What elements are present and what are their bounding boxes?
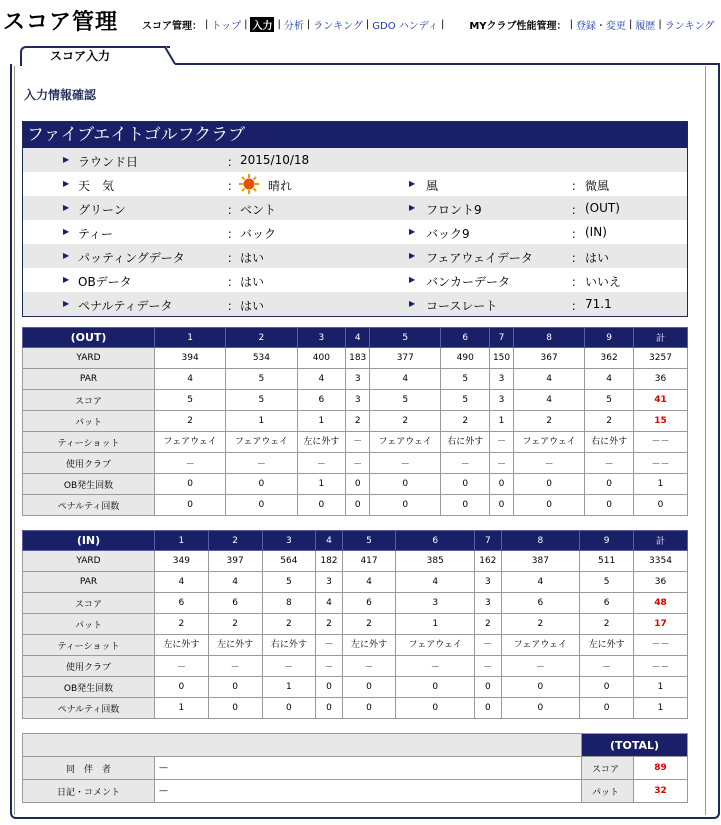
score-cell: 4 xyxy=(396,572,475,593)
total-score-label: スコア xyxy=(582,757,634,780)
score-cell: 3 xyxy=(475,572,501,593)
confirm-heading: 入力情報確認 xyxy=(24,88,97,102)
front9-value: (OUT) xyxy=(585,201,620,215)
score-cell: － xyxy=(490,432,514,453)
hole-header: 5 xyxy=(370,328,441,348)
score-cell: 0 xyxy=(346,495,370,516)
score-cell: 2 xyxy=(155,614,209,635)
arrow-icon: ▶ xyxy=(63,299,70,308)
score-cell: 4 xyxy=(501,572,580,593)
table-row xyxy=(23,474,688,495)
score-cell: 3 xyxy=(316,572,342,593)
score-cell: 349 xyxy=(155,551,209,572)
score-cell: － xyxy=(580,656,634,677)
wind-value: 微風 xyxy=(585,179,610,193)
score-cell: 6 xyxy=(580,593,634,614)
total-putt-value: 32 xyxy=(634,780,688,803)
score-cell: 1 xyxy=(155,698,209,719)
row-label: PAR xyxy=(23,572,155,593)
score-cell: 0 xyxy=(580,698,634,719)
penalty-value: はい xyxy=(240,299,265,313)
arrow-icon: ▶ xyxy=(409,227,416,236)
hole-header: 9 xyxy=(585,328,634,348)
back9-value: (IN) xyxy=(585,225,607,239)
nav-gdo-handicap-link[interactable]: GDO ハンディ xyxy=(372,21,438,32)
info-row-round-date: ▶ ラウンド日 ： 2015/10/18 xyxy=(23,148,687,172)
score-cell: 3 xyxy=(475,593,501,614)
score-cell: 0 xyxy=(490,474,514,495)
table-row xyxy=(23,656,688,677)
score-cell: フェアウェイ xyxy=(501,635,580,656)
nav-register-link[interactable]: 登録・変更 xyxy=(575,21,626,32)
myclub-label: MYクラブ性能管理： xyxy=(469,21,567,32)
score-cell: － xyxy=(316,635,342,656)
score-cell: 2 xyxy=(475,614,501,635)
table-row xyxy=(23,369,688,390)
table-row xyxy=(23,551,688,572)
score-cell: 6 xyxy=(155,593,209,614)
score-cell: 183 xyxy=(346,348,370,369)
score-cell: 182 xyxy=(316,551,342,572)
row-label: スコア xyxy=(23,390,155,411)
bunker-value: いいえ xyxy=(585,275,622,289)
score-cell: 2 xyxy=(208,614,262,635)
nav-input-link[interactable]: 入力 xyxy=(250,17,274,32)
score-cell: 右に外す xyxy=(441,432,490,453)
score-cell: 36 xyxy=(634,572,688,593)
score-cell: 5 xyxy=(155,390,226,411)
score-cell: 0 xyxy=(208,698,262,719)
score-cell: 36 xyxy=(634,369,688,390)
score-cell: － xyxy=(155,656,209,677)
hole-header: 4 xyxy=(316,531,342,551)
score-cell: － xyxy=(475,656,501,677)
score-cell: 0 xyxy=(208,677,262,698)
score-cell: 367 xyxy=(514,348,585,369)
score-cell: － xyxy=(475,635,501,656)
row-label: OB発生回数 xyxy=(23,677,155,698)
score-cell: － xyxy=(342,656,396,677)
row-label: 使用クラブ xyxy=(23,656,155,677)
score-cell: 0 xyxy=(441,474,490,495)
score-cell: － xyxy=(585,453,634,474)
score-cell: 2 xyxy=(155,411,226,432)
arrow-icon: ▶ xyxy=(409,299,416,308)
nav-top-link[interactable]: トップ xyxy=(211,21,242,32)
score-cell: － xyxy=(441,453,490,474)
arrow-icon: ▶ xyxy=(409,179,416,188)
hole-header: 2 xyxy=(208,531,262,551)
fairway-value: はい xyxy=(585,251,610,265)
score-cell: 511 xyxy=(580,551,634,572)
score-cell: 0 xyxy=(370,474,441,495)
hole-header: 6 xyxy=(441,328,490,348)
score-cell: 1 xyxy=(490,411,514,432)
score-cell: 400 xyxy=(297,348,346,369)
score-cell: 17 xyxy=(634,614,688,635)
table-row xyxy=(23,677,688,698)
score-cell: フェアウェイ xyxy=(370,432,441,453)
tab-score-input: スコア入力 xyxy=(20,46,170,66)
score-cell: 0 xyxy=(501,698,580,719)
score-cell: 2 xyxy=(501,614,580,635)
score-cell: 4 xyxy=(585,369,634,390)
hole-header: 6 xyxy=(396,531,475,551)
arrow-icon: ▶ xyxy=(409,275,416,284)
score-cell: 2 xyxy=(342,614,396,635)
score-cell: 362 xyxy=(585,348,634,369)
out-score-table xyxy=(22,327,688,516)
page-header xyxy=(0,0,721,40)
hole-header: 8 xyxy=(514,328,585,348)
score-cell: 1 xyxy=(634,698,688,719)
score-cell: 4 xyxy=(208,572,262,593)
row-label: YARD xyxy=(23,348,155,369)
hole-header: 8 xyxy=(501,531,580,551)
score-cell: 3 xyxy=(490,390,514,411)
hole-header: 3 xyxy=(297,328,346,348)
out-title: (OUT) xyxy=(23,328,155,348)
ob-value: はい xyxy=(240,275,265,289)
table-row xyxy=(23,698,688,719)
score-cell: － xyxy=(346,453,370,474)
score-cell: 4 xyxy=(316,593,342,614)
score-cell: 0 xyxy=(155,474,226,495)
score-cell: 6 xyxy=(342,593,396,614)
arrow-icon: ▶ xyxy=(63,275,70,284)
weather-value: 晴れ xyxy=(268,179,293,193)
score-cell: 0 xyxy=(226,495,297,516)
score-cell: 0 xyxy=(501,677,580,698)
score-cell: － xyxy=(155,453,226,474)
score-cell: － xyxy=(208,656,262,677)
nav-club-ranking-link[interactable]: ランキング xyxy=(664,21,715,32)
arrow-icon: ▶ xyxy=(63,227,70,236)
diary-value: — xyxy=(155,780,582,803)
row-label: ティーショット xyxy=(23,635,155,656)
score-cell: 417 xyxy=(342,551,396,572)
score-cell: 162 xyxy=(475,551,501,572)
score-cell: 4 xyxy=(155,369,226,390)
score-cell: － xyxy=(346,432,370,453)
round-info-panel xyxy=(22,121,688,317)
score-cell: 5 xyxy=(262,572,316,593)
score-cell: 2 xyxy=(441,411,490,432)
row-label: 使用クラブ xyxy=(23,453,155,474)
score-cell: 41 xyxy=(634,390,688,411)
score-cell: 左に外す xyxy=(297,432,346,453)
score-cell: 0 xyxy=(585,474,634,495)
score-cell: 左に外す xyxy=(155,635,209,656)
score-cell: 3 xyxy=(396,593,475,614)
score-cell: 3257 xyxy=(634,348,688,369)
score-cell: 377 xyxy=(370,348,441,369)
info-row-tee: ▶ ティー ： バック ▶ バック9 ： (IN) xyxy=(63,225,607,241)
hole-header: 1 xyxy=(155,328,226,348)
companion-value: — xyxy=(155,757,582,780)
score-cell: 6 xyxy=(208,593,262,614)
score-cell: 2 xyxy=(585,411,634,432)
score-cell: － xyxy=(501,656,580,677)
table-row xyxy=(23,348,688,369)
score-cell: 1 xyxy=(396,614,475,635)
score-cell: フェアウェイ xyxy=(396,635,475,656)
hole-header: 計 xyxy=(634,328,688,348)
score-cell: 4 xyxy=(370,369,441,390)
score-cell: 387 xyxy=(501,551,580,572)
score-cell: 5 xyxy=(585,390,634,411)
score-cell: 0 xyxy=(634,495,688,516)
score-cell: － xyxy=(226,453,297,474)
sun-icon xyxy=(239,174,259,197)
page-title: スコア管理 xyxy=(3,10,119,35)
score-cell: －－ xyxy=(634,432,688,453)
hole-header: 5 xyxy=(342,531,396,551)
summary-table xyxy=(22,733,688,803)
hole-header: 2 xyxy=(226,328,297,348)
hole-header: 1 xyxy=(155,531,209,551)
score-cell: 0 xyxy=(297,495,346,516)
score-cell: 0 xyxy=(316,677,342,698)
total-score-value: 89 xyxy=(634,757,688,780)
score-cell: 3 xyxy=(346,369,370,390)
score-cell: 0 xyxy=(514,495,585,516)
score-cell: 0 xyxy=(342,677,396,698)
info-row-ob: ▶ OBデータ ： はい ▶ バンカーデータ ： いいえ xyxy=(63,275,622,289)
table-row xyxy=(23,495,688,516)
score-cell: －－ xyxy=(634,635,688,656)
score-cell: 5 xyxy=(226,369,297,390)
score-cell: フェアウェイ xyxy=(155,432,226,453)
score-cell: 0 xyxy=(346,474,370,495)
score-cell: 4 xyxy=(514,390,585,411)
total-putt-label: パット xyxy=(582,780,634,803)
table-row xyxy=(23,635,688,656)
score-cell: 5 xyxy=(226,390,297,411)
score-cell: 0 xyxy=(342,698,396,719)
score-cell: 左に外す xyxy=(342,635,396,656)
hole-header: 3 xyxy=(262,531,316,551)
score-cell: 6 xyxy=(297,390,346,411)
row-label: YARD xyxy=(23,551,155,572)
arrow-icon: ▶ xyxy=(63,155,70,164)
score-cell: 4 xyxy=(342,572,396,593)
arrow-icon: ▶ xyxy=(63,179,70,188)
score-cell: 2 xyxy=(514,411,585,432)
score-cell: 6 xyxy=(501,593,580,614)
total-heading: (TOTAL) xyxy=(582,734,688,757)
score-cell: 397 xyxy=(208,551,262,572)
score-cell: 5 xyxy=(370,390,441,411)
club-name: ファイブエイトゴルフクラブ xyxy=(23,122,687,148)
score-cell: － xyxy=(370,453,441,474)
table-row xyxy=(23,593,688,614)
row-label: PAR xyxy=(23,369,155,390)
course-rate-value: 71.1 xyxy=(585,297,612,311)
arrow-icon: ▶ xyxy=(409,203,416,212)
score-cell: 1 xyxy=(634,474,688,495)
score-mgmt-label: スコア管理： xyxy=(142,21,202,32)
score-cell: 8 xyxy=(262,593,316,614)
score-cell: 0 xyxy=(441,495,490,516)
score-cell: 534 xyxy=(226,348,297,369)
nav-ranking-link[interactable]: ランキング xyxy=(313,21,363,32)
row-label: ペナルティ回数 xyxy=(23,495,155,516)
score-cell: 0 xyxy=(475,698,501,719)
score-cell: フェアウェイ xyxy=(226,432,297,453)
score-cell: 0 xyxy=(396,677,475,698)
score-cell: 0 xyxy=(396,698,475,719)
score-cell: 5 xyxy=(441,390,490,411)
score-cell: 564 xyxy=(262,551,316,572)
score-cell: 0 xyxy=(580,677,634,698)
score-cell: 5 xyxy=(441,369,490,390)
score-cell: 150 xyxy=(490,348,514,369)
score-cell: 5 xyxy=(580,572,634,593)
score-cell: 1 xyxy=(226,411,297,432)
info-row-penalty: ▶ ペナルティデータ ： はい ▶ コースレート ： 71.1 xyxy=(23,292,687,316)
top-navigation: スコア管理： | トップ | 入力 | 分析 | ランキング | GDO ハンディ | MYクラブ性能管理： | 登録・変更 | 履歴 | ランキング xyxy=(142,19,715,32)
score-cell: 490 xyxy=(441,348,490,369)
hole-header: 計 xyxy=(634,531,688,551)
round-date-value: 2015/10/18 xyxy=(240,153,310,167)
tee-value: バック xyxy=(240,227,277,241)
score-cell: 3 xyxy=(346,390,370,411)
table-row xyxy=(23,572,688,593)
score-cell: 0 xyxy=(155,495,226,516)
score-cell: 4 xyxy=(514,369,585,390)
score-cell: 0 xyxy=(514,474,585,495)
row-label: OB発生回数 xyxy=(23,474,155,495)
score-cell: 右に外す xyxy=(585,432,634,453)
arrow-icon: ▶ xyxy=(63,251,70,260)
score-cell: 0 xyxy=(316,698,342,719)
score-cell: － xyxy=(396,656,475,677)
score-cell: 2 xyxy=(580,614,634,635)
row-label: スコア xyxy=(23,593,155,614)
nav-analysis-link[interactable]: 分析 xyxy=(283,21,304,32)
score-cell: 0 xyxy=(226,474,297,495)
score-cell: 1 xyxy=(297,411,346,432)
hole-header: 7 xyxy=(475,531,501,551)
green-value: ベント xyxy=(240,203,277,217)
score-cell: － xyxy=(297,453,346,474)
hole-header: 7 xyxy=(490,328,514,348)
score-cell: － xyxy=(514,453,585,474)
score-cell: 0 xyxy=(585,495,634,516)
score-cell: 0 xyxy=(155,677,209,698)
table-row xyxy=(23,432,688,453)
score-cell: －－ xyxy=(634,656,688,677)
row-label: ティーショット xyxy=(23,432,155,453)
score-cell: 15 xyxy=(634,411,688,432)
score-cell: 2 xyxy=(262,614,316,635)
score-cell: フェアウェイ xyxy=(514,432,585,453)
info-row-green: ▶ グリーン ： ベント ▶ フロント9 ： (OUT) xyxy=(23,196,687,220)
score-cell: 3354 xyxy=(634,551,688,572)
arrow-icon: ▶ xyxy=(409,251,416,260)
score-cell: 左に外す xyxy=(580,635,634,656)
score-cell: － xyxy=(262,656,316,677)
score-cell: 1 xyxy=(297,474,346,495)
score-cell: 4 xyxy=(297,369,346,390)
nav-history-link[interactable]: 履歴 xyxy=(635,21,656,32)
score-cell: 4 xyxy=(155,572,209,593)
score-cell: 2 xyxy=(316,614,342,635)
score-cell: 0 xyxy=(475,677,501,698)
info-row-weather: ▶ 天 気 ： 晴れ ▶ 風 ： 微風 xyxy=(23,172,687,196)
table-row xyxy=(23,614,688,635)
score-cell: 0 xyxy=(262,698,316,719)
score-cell: －－ xyxy=(634,453,688,474)
tab-corner xyxy=(160,46,176,66)
diary-label: 日記・コメント xyxy=(23,780,155,803)
companion-label: 同 伴 者 xyxy=(23,757,155,780)
table-row xyxy=(23,453,688,474)
score-cell: 0 xyxy=(490,495,514,516)
score-cell: 2 xyxy=(346,411,370,432)
score-cell: 385 xyxy=(396,551,475,572)
arrow-icon: ▶ xyxy=(63,203,70,212)
info-row-putting: ▶ パッティングデータ ： はい ▶ フェアウェイデータ ： はい xyxy=(23,244,687,268)
score-cell: 右に外す xyxy=(262,635,316,656)
row-label: パット xyxy=(23,614,155,635)
table-row xyxy=(23,411,688,432)
score-cell: 48 xyxy=(634,593,688,614)
row-label: ペナルティ回数 xyxy=(23,698,155,719)
table-row xyxy=(23,390,688,411)
score-cell: － xyxy=(316,656,342,677)
in-score-table xyxy=(22,530,688,719)
row-label: パット xyxy=(23,411,155,432)
in-title: (IN) xyxy=(23,531,155,551)
hole-header: 4 xyxy=(346,328,370,348)
score-cell: 3 xyxy=(490,369,514,390)
score-cell: 1 xyxy=(262,677,316,698)
score-cell: － xyxy=(490,453,514,474)
score-cell: 0 xyxy=(370,495,441,516)
hole-header: 9 xyxy=(580,531,634,551)
score-cell: 394 xyxy=(155,348,226,369)
score-cell: 1 xyxy=(634,677,688,698)
score-cell: 2 xyxy=(370,411,441,432)
score-cell: 左に外す xyxy=(208,635,262,656)
putting-value: はい xyxy=(240,251,265,265)
